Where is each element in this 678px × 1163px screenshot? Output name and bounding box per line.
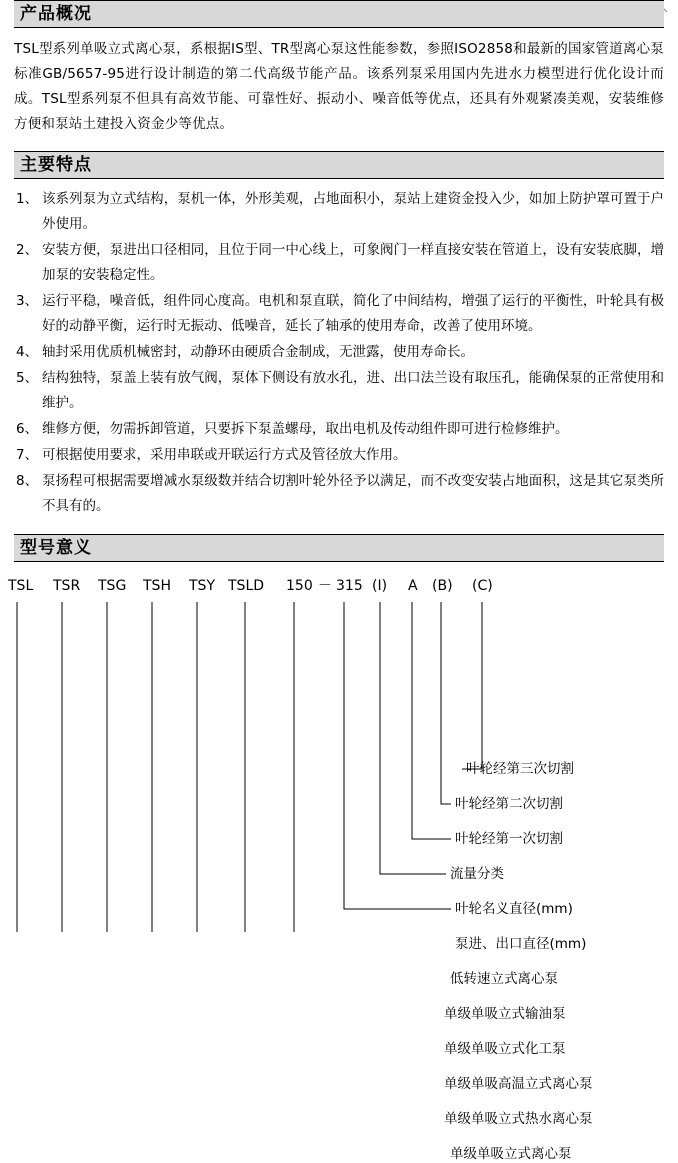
list-item (16, 443, 664, 468)
list-item-text: 该系列泵为立式结构，泵机一体，外形美观，占地面积小，泵站上建资金投入少，如加上防护罩可置于户外使用。 (42, 191, 664, 232)
model-token-tsl: TSL (8, 578, 34, 594)
list-item-number: 1、 (16, 191, 39, 207)
list-item-number: 3、 (16, 293, 39, 309)
model-label-impeller-dia: 叶轮名义直径(mm) (455, 901, 573, 917)
list-item-number: 4、 (16, 344, 39, 360)
list-item-number: 6、 (16, 421, 39, 437)
list-item (16, 417, 664, 442)
section-header-model (14, 534, 664, 562)
list-item-number: 5、 (16, 370, 39, 386)
section-header-overview (14, 0, 664, 28)
model-label-chemical-pump: 单级单吸立式化工泵 (444, 1041, 566, 1057)
model-token-315: 315 (336, 578, 363, 594)
list-item (16, 238, 664, 288)
list-item-text: 安装方便，泵进出口径相同，且位于同一中心线上，可象阀门一样直接安装在管道上，设有安装底脚，增加泵的安装稳定性。 (42, 242, 664, 283)
list-item (16, 187, 664, 237)
model-token-tsh: TSH (143, 578, 171, 594)
model-token-c: (C) (472, 578, 493, 594)
section-header-features (14, 151, 664, 179)
section-title-overview: 产品概况 (20, 4, 92, 24)
list-item (16, 289, 664, 339)
model-token-tsld: TSLD (228, 578, 265, 594)
list-item (16, 469, 664, 519)
model-leader-lines (0, 572, 678, 932)
model-token-b: (B) (432, 578, 453, 594)
list-item-number: 8、 (16, 473, 39, 489)
model-label-oil-pump: 单级单吸立式输油泵 (444, 1006, 566, 1022)
list-item-text: 可根据使用要求，采用串联或开联运行方式及管径放大作用。 (42, 447, 407, 463)
model-label-port-dia: 泵进、出口直径(mm) (455, 936, 587, 952)
model-label-second-cut: 叶轮经第二次切割 (455, 796, 563, 812)
features-list (16, 187, 664, 519)
model-code-diagram (0, 572, 678, 1162)
list-item-text: 结构独特，泵盖上装有放气阀，泵体下侧设有放水孔，进、出口法兰设有取压孔，能确保泵的正常使用和维护。 (42, 370, 664, 411)
model-token-tsy: TSY (189, 578, 215, 594)
model-label-flow-class: 流量分类 (450, 866, 504, 882)
model-token-a: A (408, 578, 418, 594)
overview-paragraph: TSL型系列单吸立式离心泵，系根据IS型、TR型离心泵这性能参数，参照ISO2858和最新的国家管道离心泵标准GB/5657-95进行设计制造的第二代高级节能产品。该系列泵采用国内先进水力模型进行优化设计而成。TSL型系列泵不但具有高效节能、可靠性好、振动小、噪音低等优点，还具有外观紧凑美观，安装维修方便和泵站土建投入资金少等优点。 (14, 41, 664, 132)
model-label-third-cut: 叶轮经第三次切割 (466, 761, 574, 777)
section-title-features: 主要特点 (20, 155, 92, 175)
model-token-dash: － (318, 578, 332, 594)
model-token-i: (I) (372, 578, 388, 594)
list-item (16, 340, 664, 365)
model-token-150: 150 (286, 578, 313, 594)
list-item-text: 运行平稳，噪音低，组件同心度高。电机和泵直联，简化了中间结构，增强了运行的平衡性，叶轮具有极好的动静平衡，运行时无振动、低噪音，延长了轴承的使用寿命，改善了使用环境。 (42, 293, 664, 334)
section-title-model: 型号意义 (20, 538, 92, 558)
list-item-text: 维修方便，勿需拆卸管道，只要拆下泵盖螺母，取出电机及传动组件即可进行检修维护。 (42, 421, 569, 437)
list-item-number: 2、 (16, 242, 39, 258)
list-item-number: 7、 (16, 447, 39, 463)
model-token-tsr: TSR (53, 578, 81, 594)
model-label-high-temp-pump: 单级单吸高温立式离心泵 (444, 1076, 593, 1092)
model-token-tsg: TSG (98, 578, 127, 594)
list-item-text: 轴封采用优质机械密封，动静环由硬质合金制成，无泄露，使用寿命长。 (42, 344, 474, 360)
model-label-first-cut: 叶轮经第一次切割 (455, 831, 563, 847)
model-label-low-speed-pump: 低转速立式离心泵 (450, 971, 558, 987)
list-item (16, 366, 664, 416)
list-item-text: 泵扬程可根据需要增减水泵级数并结合切割叶轮外径予以满足，而不改变安装占地面积，这是其它泵类所不具有的。 (42, 473, 664, 514)
model-label-hot-water-pump: 单级单吸立式热水离心泵 (444, 1111, 593, 1127)
model-label-standard-pump: 单级单吸立式离心泵 (450, 1146, 572, 1162)
